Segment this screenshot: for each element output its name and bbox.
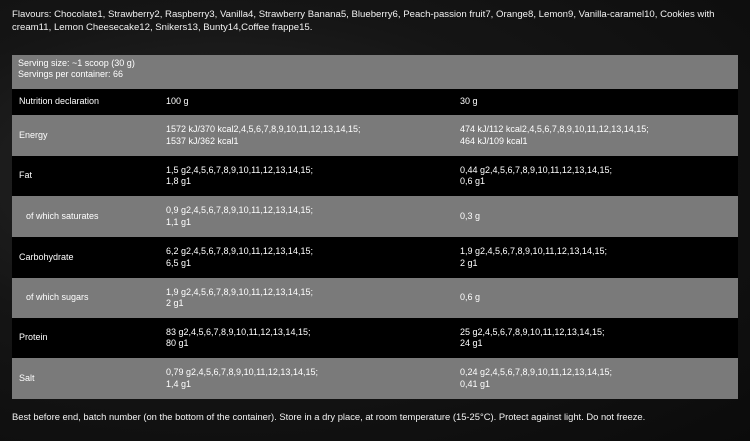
value-line: 0,44 g2,4,5,6,7,8,9,10,11,12,13,14,15;	[460, 164, 612, 175]
value-line: 1,4 g1	[166, 378, 192, 389]
value-line: 0,3 g	[460, 210, 481, 221]
servings-per-container: Servings per container: 66	[18, 69, 124, 79]
value-line: 0,9 g2,4,5,6,7,8,9,10,11,12,13,14,15;	[166, 205, 313, 215]
row-label: Salt	[12, 358, 166, 399]
storage-note: Best before end, batch number (on the bottom of the container). Store in a dry place, at room temperature (15-25°C). Protect against light. Do not freeze.	[12, 411, 646, 422]
value-line: 1572 kJ/370 kcal2,4,5,6,7,8,9,10,11,12,13,14,15;	[166, 124, 361, 134]
value-line: 1,8 g1	[166, 176, 192, 186]
value-line: 0,6 g	[460, 292, 481, 303]
value-30g	[460, 115, 738, 156]
row-label: Energy	[12, 115, 166, 156]
value-line: 2 g1	[166, 298, 184, 308]
header-label: Nutrition declaration	[12, 89, 166, 115]
table-row	[12, 115, 738, 156]
table-row	[12, 358, 738, 399]
value-30g	[460, 318, 738, 358]
nutrition-table	[12, 89, 738, 399]
row-label: of which saturates	[12, 196, 166, 237]
value-line: 0,24 g2,4,5,6,7,8,9,10,11,12,13,14,15;	[460, 367, 612, 377]
value-line: 474 kJ/112 kcal2,4,5,6,7,8,9,10,11,12,13,14,15;	[460, 124, 649, 134]
value-line: 0,79 g2,4,5,6,7,8,9,10,11,12,13,14,15;	[166, 367, 318, 377]
value-line: 0,6 g1	[460, 176, 486, 186]
value-line: 6,2 g2,4,5,6,7,8,9,10,11,12,13,14,15;	[166, 246, 313, 256]
value-line: 6,5 g1	[166, 257, 192, 268]
value-100g	[166, 196, 460, 237]
row-label: Protein	[12, 318, 166, 358]
row-label: of which sugars	[12, 278, 166, 318]
value-line: 83 g2,4,5,6,7,8,9,10,11,12,13,14,15;	[166, 326, 311, 337]
header-100g: 100 g	[166, 89, 460, 115]
value-line: 1,1 g1	[166, 216, 192, 227]
header-30g: 30 g	[460, 89, 738, 115]
value-line: 2 g1	[460, 257, 478, 268]
table-row	[12, 156, 738, 196]
value-100g	[166, 156, 460, 196]
value-line: 1,5 g2,4,5,6,7,8,9,10,11,12,13,14,15;	[166, 164, 313, 175]
value-30g	[460, 196, 738, 237]
value-line: 80 g1	[166, 338, 189, 348]
row-label: Carbohydrate	[12, 237, 166, 278]
value-100g	[166, 237, 460, 278]
table-header-row	[12, 89, 738, 115]
value-line: 0,41 g1	[460, 378, 491, 389]
serving-info	[12, 55, 738, 89]
value-line: 25 g2,4,5,6,7,8,9,10,11,12,13,14,15;	[460, 326, 605, 337]
value-line: 1537 kJ/362 kcal1	[166, 135, 239, 146]
serving-size: Serving size: ~1 scoop (30 g)	[18, 58, 135, 68]
table-row	[12, 237, 738, 278]
value-line: 464 kJ/109 kcal1	[460, 135, 528, 146]
value-line: 1,9 g2,4,5,6,7,8,9,10,11,12,13,14,15;	[460, 246, 607, 256]
value-30g	[460, 358, 738, 399]
value-100g	[166, 318, 460, 358]
value-100g	[166, 278, 460, 318]
value-30g	[460, 237, 738, 278]
table-row	[12, 196, 738, 237]
table-row	[12, 278, 738, 318]
value-30g	[460, 156, 738, 196]
row-label: Fat	[12, 156, 166, 196]
table-row	[12, 318, 738, 358]
value-100g	[166, 115, 460, 156]
value-line: 24 g1	[460, 338, 483, 348]
flavours-text: Flavours: Chocolate1, Strawberry2, Raspberry3, Vanilla4, Strawberry Banana5, Blueberry6, Peach-passion fruit7, Orange8, Lemon9, Vanilla-caramel10, Cookies with cream11, Lemon Cheesecake12, Snikers13, Bunty14,Coffee frappe15.	[12, 9, 715, 33]
value-30g	[460, 278, 738, 318]
value-line: 1,9 g2,4,5,6,7,8,9,10,11,12,13,14,15;	[166, 286, 313, 297]
value-100g	[166, 358, 460, 399]
